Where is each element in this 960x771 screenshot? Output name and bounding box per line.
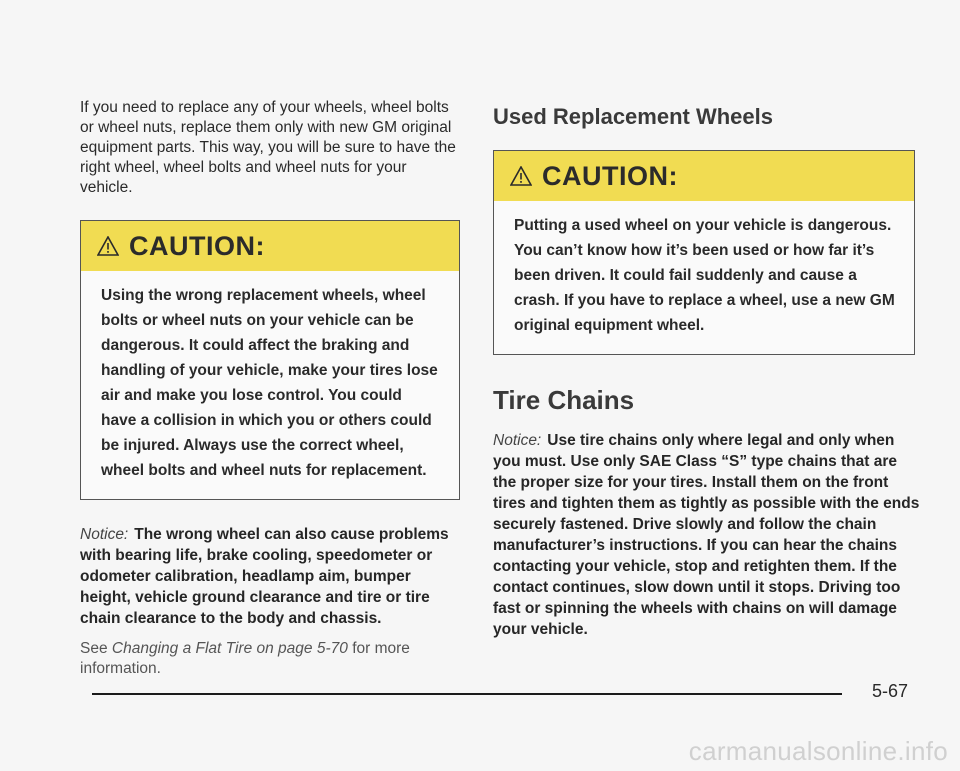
notice-paragraph bbox=[80, 524, 460, 629]
warning-triangle-icon bbox=[510, 166, 532, 186]
see-link[interactable]: Changing a Flat Tire on page 5-70 bbox=[111, 640, 348, 657]
footer-rule bbox=[92, 693, 842, 695]
see-prefix: See bbox=[80, 640, 108, 657]
caution-box-wrong-wheels bbox=[80, 220, 460, 500]
watermark: carmanualsonline.info bbox=[688, 736, 948, 766]
intro-paragraph: If you need to replace any of your wheels, wheel bolts or wheel nuts, replace them only with new GM original equipment parts. This way, you will be sure to have the right wheel, wheel bolts and wheel nuts for your vehicle. bbox=[80, 99, 456, 196]
caution-title: CAUTION: bbox=[129, 230, 265, 261]
caution-title: CAUTION: bbox=[542, 160, 678, 191]
caution-body: Putting a used wheel on your vehicle is dangerous. You can’t know how it’s been used or how far it’s been driven. It could fail suddenly and cause a crash. If you have to replace a wheel, use a new GM original equipment wheel. bbox=[514, 217, 895, 334]
right-column bbox=[493, 98, 923, 640]
tire-chains-notice bbox=[493, 430, 923, 640]
warning-triangle-icon bbox=[97, 236, 119, 256]
heading-used-replacement-wheels: Used Replacement Wheels bbox=[493, 104, 773, 129]
caution-banner bbox=[81, 221, 459, 271]
see-reference bbox=[80, 639, 460, 679]
heading-tire-chains: Tire Chains bbox=[493, 385, 635, 415]
notice-text: Use tire chains only where legal and only when you must. Use only SAE Class “S” type chains that are the proper size for your tires. Install them on the front tires and tighten them as tightly as possible with the ends securely fastened. Drive slowly and follow the chain manufacturer’s instructions. If you can hear the chains contacting your vehicle, stop and retighten them. If the contact continues, slow down until it stops. Driving too fast or spinning the wheels with chains on will damage your vehicle. bbox=[493, 432, 920, 638]
caution-box-used-wheels bbox=[493, 150, 915, 355]
page-number: 5-67 bbox=[872, 681, 909, 701]
notice-label: Notice: bbox=[80, 526, 129, 543]
caution-body: Using the wrong replacement wheels, wheel bolts or wheel nuts on your vehicle can be dangerous. It could affect the braking and handling of your vehicle, make your tires lose air and make you lose control. You could have a collision in which you or others could be injured. Always use the correct wheel, wheel bolts and wheel nuts for replacement. bbox=[101, 287, 438, 479]
notice-text: The wrong wheel can also cause problems with bearing life, brake cooling, speedometer or odometer calibration, headlamp aim, bumper height, vehicle ground clearance and tire or tire chain clearance to the body and chassis. bbox=[80, 526, 449, 627]
notice-label: Notice: bbox=[493, 432, 542, 449]
see-suffix: for more information. bbox=[80, 640, 410, 677]
left-column bbox=[80, 98, 460, 679]
caution-banner bbox=[494, 151, 914, 201]
